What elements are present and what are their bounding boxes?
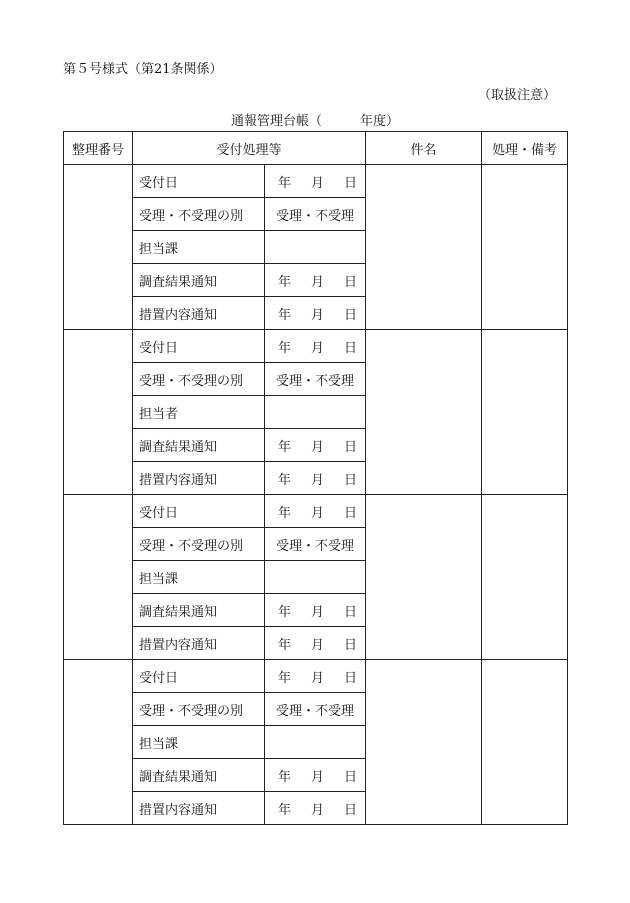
row-label: 受付日 <box>133 495 265 528</box>
date-unit-day: 日 <box>344 802 358 818</box>
subject-cell[interactable] <box>366 165 482 330</box>
header-row <box>64 132 568 165</box>
row-label: 受付日 <box>133 165 265 198</box>
entry-number-cell[interactable] <box>64 330 133 495</box>
ledger-row <box>64 495 568 528</box>
entry-number-cell[interactable] <box>64 660 133 825</box>
remarks-cell[interactable] <box>482 495 568 660</box>
date-unit-year: 年 <box>277 505 291 521</box>
date-unit-year: 年 <box>277 472 291 488</box>
date-unit-month: 月 <box>310 670 324 686</box>
row-label: 担当者 <box>133 396 265 429</box>
ledger-row <box>64 330 568 363</box>
date-unit-day: 日 <box>344 274 358 290</box>
date-unit-day: 日 <box>344 472 358 488</box>
assignee-field[interactable] <box>265 726 366 759</box>
date-unit-day: 日 <box>344 340 358 356</box>
date-unit-year: 年 <box>277 175 291 191</box>
date-field[interactable] <box>265 660 366 693</box>
remarks-cell[interactable] <box>482 660 568 825</box>
assignee-field[interactable] <box>265 396 366 429</box>
title-left: 通報管理台帳（ <box>230 114 322 129</box>
date-unit-year: 年 <box>277 637 291 653</box>
date-field[interactable] <box>265 792 366 825</box>
date-unit-day: 日 <box>344 505 358 521</box>
date-field[interactable] <box>265 264 366 297</box>
date-unit-day: 日 <box>344 637 358 653</box>
date-unit-year: 年 <box>277 274 291 290</box>
subject-cell[interactable] <box>366 660 482 825</box>
row-label: 調査結果通知 <box>133 264 265 297</box>
date-field[interactable] <box>265 627 366 660</box>
date-unit-day: 日 <box>344 769 358 785</box>
ledger-body <box>64 165 568 825</box>
acceptance-field[interactable]: 受理・不受理 <box>265 198 366 231</box>
col-header-number: 整理番号 <box>64 132 133 165</box>
entry-number-cell[interactable] <box>64 495 133 660</box>
date-unit-year: 年 <box>277 340 291 356</box>
date-unit-month: 月 <box>310 307 324 323</box>
date-unit-day: 日 <box>344 670 358 686</box>
row-label: 調査結果通知 <box>133 429 265 462</box>
row-label: 受理・不受理の別 <box>133 363 265 396</box>
date-unit-month: 月 <box>310 802 324 818</box>
date-field[interactable] <box>265 495 366 528</box>
date-unit-month: 月 <box>310 505 324 521</box>
date-unit-year: 年 <box>277 670 291 686</box>
date-unit-day: 日 <box>344 604 358 620</box>
acceptance-field[interactable]: 受理・不受理 <box>265 528 366 561</box>
col-header-processing: 受付処理等 <box>133 132 366 165</box>
date-unit-day: 日 <box>344 175 358 191</box>
date-unit-year: 年 <box>277 802 291 818</box>
row-label: 措置内容通知 <box>133 297 265 330</box>
assignee-field[interactable] <box>265 231 366 264</box>
remarks-cell[interactable] <box>482 330 568 495</box>
date-unit-month: 月 <box>310 340 324 356</box>
row-label: 措置内容通知 <box>133 627 265 660</box>
date-unit-month: 月 <box>310 637 324 653</box>
row-label: 担当課 <box>133 561 265 594</box>
row-label: 調査結果通知 <box>133 759 265 792</box>
ledger-table <box>63 131 568 825</box>
date-field[interactable] <box>265 759 366 792</box>
date-unit-day: 日 <box>344 307 358 323</box>
entry-number-cell[interactable] <box>64 165 133 330</box>
row-label: 受付日 <box>133 330 265 363</box>
date-field[interactable] <box>265 429 366 462</box>
date-unit-month: 月 <box>310 175 324 191</box>
ledger-title <box>0 110 630 129</box>
ledger-row <box>64 660 568 693</box>
date-unit-month: 月 <box>310 439 324 455</box>
date-unit-year: 年 <box>277 604 291 620</box>
date-unit-year: 年 <box>277 307 291 323</box>
date-unit-month: 月 <box>310 604 324 620</box>
date-field[interactable] <box>265 330 366 363</box>
assignee-field[interactable] <box>265 561 366 594</box>
remarks-cell[interactable] <box>482 165 568 330</box>
acceptance-field[interactable]: 受理・不受理 <box>265 693 366 726</box>
title-right: 年度） <box>360 114 400 129</box>
row-label: 調査結果通知 <box>133 594 265 627</box>
ledger-row <box>64 165 568 198</box>
date-field[interactable] <box>265 462 366 495</box>
date-unit-year: 年 <box>277 769 291 785</box>
date-unit-month: 月 <box>310 769 324 785</box>
row-label: 受理・不受理の別 <box>133 528 265 561</box>
row-label: 措置内容通知 <box>133 462 265 495</box>
subject-cell[interactable] <box>366 495 482 660</box>
row-label: 担当課 <box>133 726 265 759</box>
form-number: 第５号様式（第21条関係） <box>63 62 223 77</box>
row-label: 受理・不受理の別 <box>133 693 265 726</box>
row-label: 受付日 <box>133 660 265 693</box>
row-label: 受理・不受理の別 <box>133 198 265 231</box>
date-unit-year: 年 <box>277 439 291 455</box>
acceptance-field[interactable]: 受理・不受理 <box>265 363 366 396</box>
col-header-subject: 件名 <box>366 132 482 165</box>
row-label: 担当課 <box>133 231 265 264</box>
date-unit-month: 月 <box>310 274 324 290</box>
row-label: 措置内容通知 <box>133 792 265 825</box>
date-unit-day: 日 <box>344 439 358 455</box>
col-header-remarks: 処理・備考 <box>482 132 568 165</box>
subject-cell[interactable] <box>366 330 482 495</box>
date-field[interactable] <box>265 594 366 627</box>
date-unit-month: 月 <box>310 472 324 488</box>
handling-note: （取扱注意） <box>477 88 556 103</box>
date-field[interactable] <box>265 297 366 330</box>
date-field[interactable] <box>265 165 366 198</box>
